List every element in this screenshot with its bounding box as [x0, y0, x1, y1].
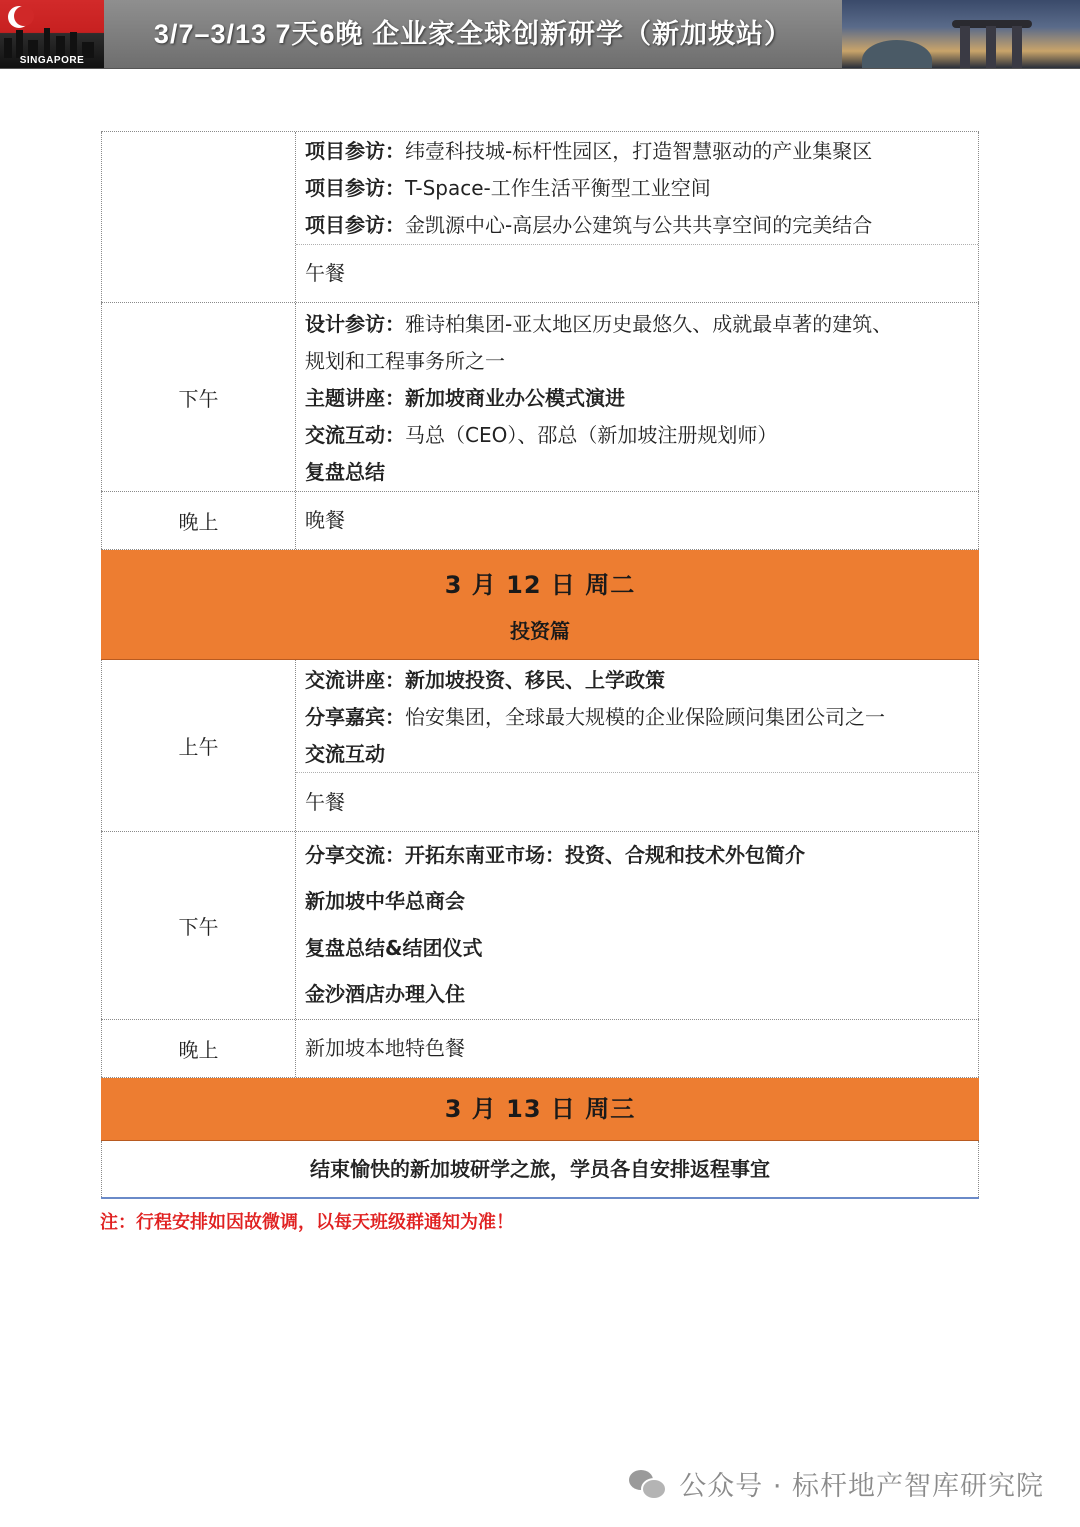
time-cell: 下午 — [101, 832, 296, 1019]
content-cell — [296, 132, 979, 302]
day-header-mar-13 — [101, 1078, 979, 1141]
visit-line: 项目参访：金凯源中心-高层办公建筑与公共共享空间的完美结合 — [305, 213, 873, 237]
time-cell: 晚上 — [101, 1020, 296, 1077]
header-banner — [0, 0, 1080, 69]
crescent-moon-icon — [8, 6, 30, 28]
content-cell — [296, 660, 979, 831]
wechat-icon — [629, 1468, 665, 1498]
content-cell — [296, 303, 979, 491]
item-line: 分享交流：开拓东南亚市场：投资、合规和技术外包简介 — [305, 843, 805, 867]
footer-text: 公众号 · 标杆地产智库研究院 — [679, 1470, 1044, 1502]
schedule-note: 注：行程安排如因故微调，以每天班级群通知为准！ — [100, 1212, 514, 1233]
visit-line: 项目参访：纬壹科技城-标杆性园区，打造智慧驱动的产业集聚区 — [305, 139, 873, 163]
schedule-row-evening — [101, 492, 979, 550]
time-cell: 晚上 — [101, 492, 296, 549]
dinner-text: 新加坡本地特色餐 — [305, 1036, 465, 1060]
content-cell — [296, 832, 979, 1019]
dinner-text: 晚餐 — [305, 508, 345, 532]
schedule-row-morning — [101, 660, 979, 832]
item-line: 新加坡中华总商会 — [305, 889, 465, 913]
design-visit-line: 设计参访：雅诗柏集团-亚太地区历史最悠久、成就最卓著的建筑、 — [305, 312, 893, 336]
design-visit-line-cont: 规划和工程事务所之一 — [305, 349, 505, 373]
lunch-text: 午餐 — [305, 261, 345, 285]
day-header-mar-12 — [101, 550, 979, 660]
lecture-line: 交流讲座：新加坡投资、移民、上学政策 — [305, 668, 665, 692]
visit-line: 项目参访：T-Space-工作生活平衡型工业空间 — [305, 176, 711, 200]
content-cell — [296, 1020, 979, 1077]
marina-bay-photo — [842, 0, 1080, 68]
review-line: 复盘总结 — [305, 460, 385, 484]
schedule-row-afternoon-2 — [101, 832, 979, 1020]
day-date: 3 月 13 日 周三 — [444, 1095, 636, 1123]
closing-line: 结束愉快的新加坡研学之旅，学员各自安排返程事宜 — [101, 1141, 979, 1197]
time-cell — [101, 132, 296, 302]
day-date: 3 月 12 日 周二 — [444, 571, 636, 599]
lunch-text: 午餐 — [305, 789, 345, 814]
item-line: 复盘总结&结团仪式 — [305, 936, 483, 960]
time-cell: 上午 — [101, 660, 296, 831]
exchange-line: 交流互动 — [305, 742, 385, 766]
time-cell: 下午 — [101, 303, 296, 491]
item-line: 金沙酒店办理入住 — [305, 982, 465, 1006]
schedule-table — [101, 131, 979, 1199]
lecture-line: 主题讲座：新加坡商业办公模式演进 — [305, 386, 625, 410]
footer-watermark — [629, 1463, 1044, 1503]
banner-title: 3/7–3/13 7天6晚 企业家全球创新研学（新加坡站） — [153, 19, 793, 49]
day-theme: 投资篇 — [510, 619, 570, 643]
singapore-flag-image — [0, 0, 104, 68]
guest-line: 分享嘉宾：怡安集团，全球最大规模的企业保险顾问集团公司之一 — [305, 705, 885, 729]
flag-label: SINGAPORE — [19, 55, 85, 66]
schedule-row-morning-visits — [101, 132, 979, 303]
exchange-line: 交流互动：马总（CEO）、邵总（新加坡注册规划师） — [305, 423, 778, 447]
skyline-silhouette — [0, 28, 104, 58]
schedule-row-evening-2 — [101, 1020, 979, 1078]
content-cell — [296, 492, 979, 549]
schedule-row-afternoon — [101, 303, 979, 492]
